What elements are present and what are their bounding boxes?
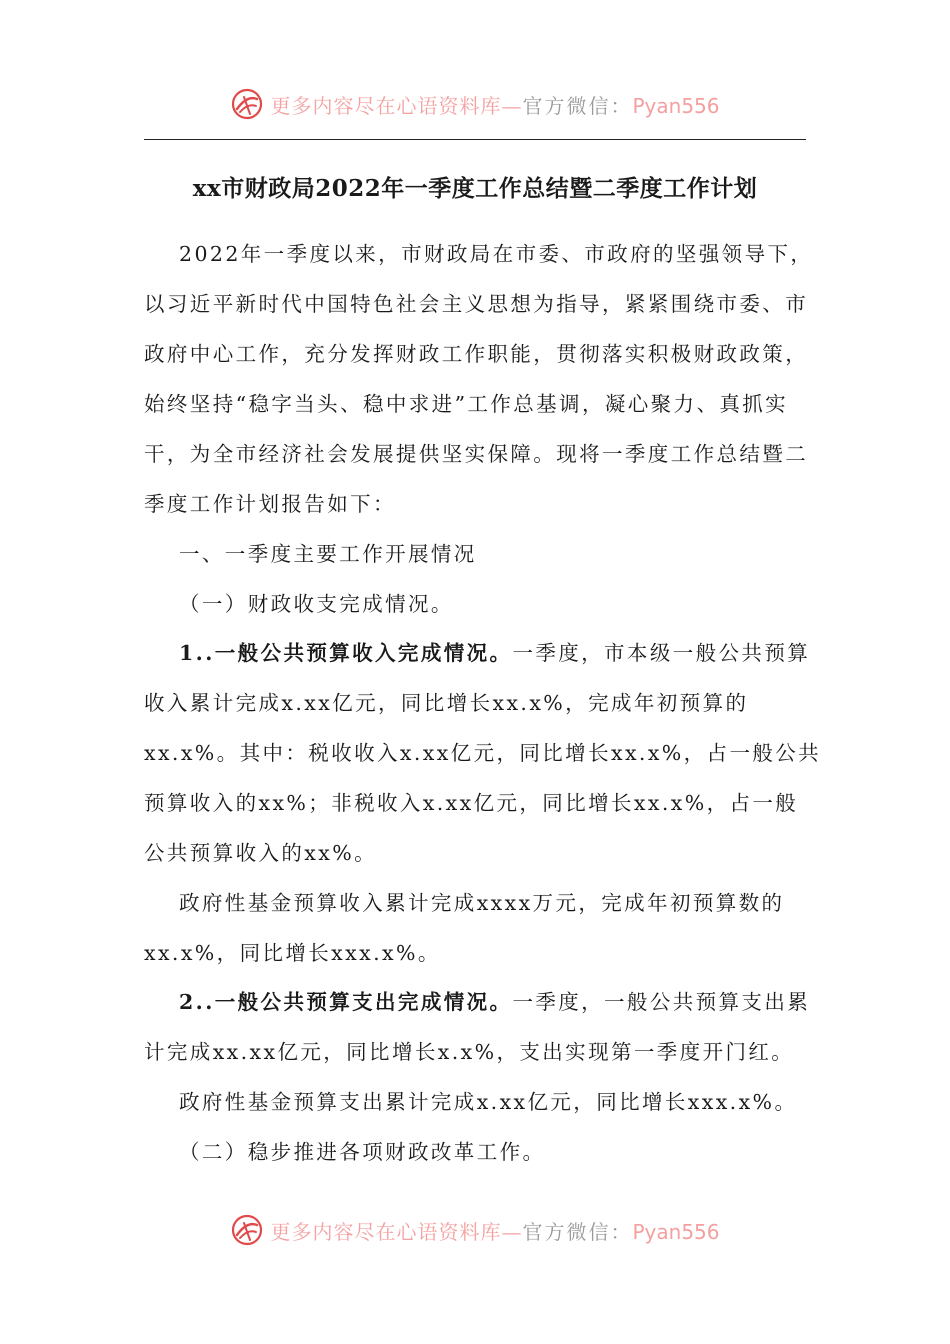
watermark-wechat-id: Pyan556 [632, 93, 720, 118]
item1-line: 收入累计完成x.xx亿元，同比增长xx.x%，完成年初预算的 [144, 691, 749, 715]
fund-expense-line: 政府性基金预算支出累计完成x.xx亿元，同比增长xxx.x%。 [179, 1090, 798, 1114]
watermark-wechat-label: 官方微信： [522, 1219, 633, 1244]
watermark-wechat-label: 官方微信： [522, 93, 633, 118]
intro-line: 季度工作计划报告如下： [144, 492, 396, 516]
fund-income-line: xx.x%，同比增长xxx.x%。 [144, 941, 441, 965]
intro-line: 始终坚持“稳字当头、稳中求进”工作总基调，凝心聚力、真抓实 [144, 392, 789, 416]
item1-heading: 1..一般公共预算收入完成情况。 [179, 641, 513, 665]
header-rule [144, 139, 806, 140]
intro-line: 政府中心工作，充分发挥财政工作职能，贯彻落实积极财政政策， [144, 342, 809, 366]
intro-line: 以习近平新时代中国特色社会主义思想为指导，紧紧围绕市委、市 [144, 292, 809, 316]
watermark-dash: — [501, 1219, 523, 1244]
subsection-heading: （二）稳步推进各项财政改革工作。 [179, 1140, 546, 1164]
watermark-wechat-id: Pyan556 [632, 1219, 720, 1244]
watermark-text [270, 90, 719, 119]
watermark-dash: — [501, 93, 523, 118]
watermark-slogan: 更多内容尽在心语资料库 [270, 1219, 502, 1244]
item1-first-line [179, 636, 810, 670]
ribbon-book-logo [230, 1213, 264, 1247]
item1-line: 公共预算收入的xx%。 [144, 841, 378, 865]
item2-line: 计完成xx.xx亿元，同比增长x.x%，支出实现第一季度开门红。 [144, 1040, 795, 1064]
item1-line: xx.x%。其中：税收收入x.xx亿元，同比增长xx.x%，占一般公共 [144, 741, 822, 765]
watermark-slogan: 更多内容尽在心语资料库 [270, 93, 502, 118]
subsection-heading: （一）财政收支完成情况。 [179, 592, 454, 616]
item2-text: 一季度，一般公共预算支出累 [512, 990, 811, 1014]
document-title: xx市财政局2022年一季度工作总结暨二季度工作计划 [192, 175, 758, 202]
item1-text: 一季度，市本级一般公共预算 [512, 641, 811, 665]
watermark-text [270, 1216, 719, 1245]
item2-first-line [179, 985, 810, 1019]
item2-heading: 2..一般公共预算支出完成情况。 [179, 990, 513, 1014]
watermark-banner-bottom [0, 1210, 950, 1250]
ribbon-book-logo [230, 87, 264, 121]
watermark-banner-top [0, 84, 950, 124]
intro-line: 2022年一季度以来，市财政局在市委、市政府的坚强领导下， [179, 242, 814, 266]
fund-income-line: 政府性基金预算收入累计完成xxxx万元，完成年初预算数的 [179, 891, 785, 915]
section-heading: 一、一季度主要工作开展情况 [179, 542, 477, 566]
intro-line: 干，为全市经济社会发展提供坚实保障。现将一季度工作总结暨二 [144, 442, 809, 466]
item1-line: 预算收入的xx%；非税收入x.xx亿元，同比增长xx.x%，占一般 [144, 791, 799, 815]
